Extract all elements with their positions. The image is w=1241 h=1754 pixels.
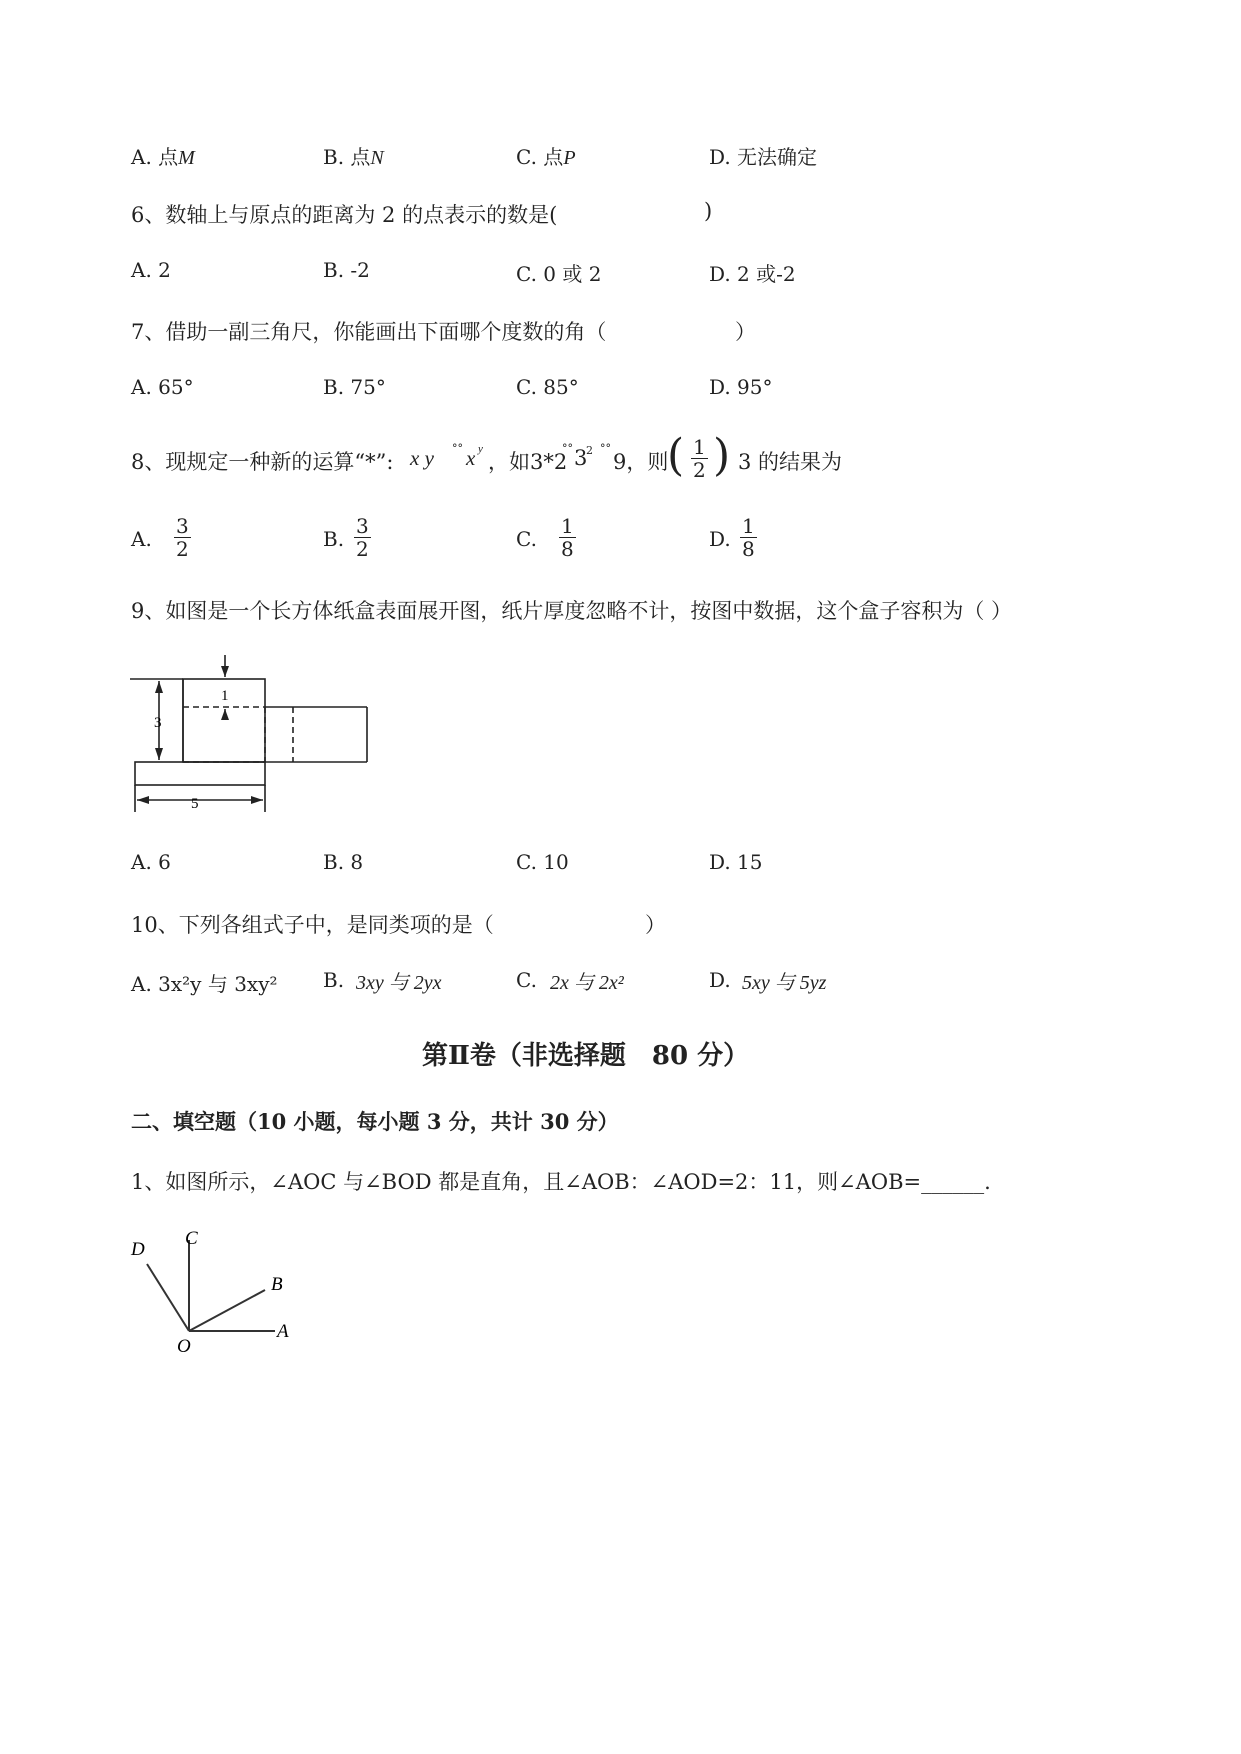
q7-close-paren: ） xyxy=(735,320,756,344)
fill1-stem: 1、如图所示，∠AOC 与∠BOD 都是直角，且∠AOB：∠AOD=2：11，则∠AOB=______. xyxy=(131,1170,991,1194)
fill1-label-O: O xyxy=(177,1336,191,1357)
q10-option-a: A. 3x²y 与 3xy² xyxy=(131,972,278,996)
q10-option-d-expr: 5xy 与 5yz xyxy=(742,972,827,994)
q8-op-symbol: °° xyxy=(452,442,463,455)
q8-option-a-label: A. xyxy=(131,527,152,551)
q10-option-d-label: D. xyxy=(709,968,731,992)
q5-option-c: C. 点P xyxy=(516,145,576,169)
fill1-angle-figure xyxy=(125,1220,305,1360)
q6-option-a: A. 2 xyxy=(131,258,171,282)
q10-option-b-label: B. xyxy=(323,968,345,992)
q7-option-a: A. 65° xyxy=(131,375,194,399)
q9-fig-label-3: 3 xyxy=(154,715,162,731)
q8-option-d-frac: $\frac{1}{8}$ xyxy=(742,514,755,561)
q8-def-y-exp: y xyxy=(478,443,483,455)
q8-def-xy: x y xyxy=(410,446,434,470)
q9-box-net-figure xyxy=(125,650,385,820)
q7-stem: 7、借助一副三角尺，你能画出下面哪个度数的角（ xyxy=(131,320,607,344)
fill1-label-B: B xyxy=(271,1274,283,1295)
q9-option-c: C. 10 xyxy=(516,850,569,874)
q8-exp-2: 2 xyxy=(586,444,593,457)
q9-fig-label-5: 5 xyxy=(191,796,199,812)
q9-fig-label-1: 1 xyxy=(221,688,229,704)
q9-option-a: A. 6 xyxy=(131,850,171,874)
q10-option-b-expr: 3xy 与 2yx xyxy=(356,972,442,994)
fill1-label-D: D xyxy=(131,1239,145,1260)
q5-option-d: D. 无法确定 xyxy=(709,145,818,169)
q6-option-b: B. -2 xyxy=(323,258,370,282)
q6-option-c: C. 0 或 2 xyxy=(516,262,602,286)
q8-option-c-frac: $\frac{1}{8}$ xyxy=(561,514,574,561)
q9-option-d: D. 15 xyxy=(709,850,763,874)
q8-tail: 3 的结果为 xyxy=(738,450,843,474)
q5-option-a: A. 点M xyxy=(131,145,195,169)
q8-right-paren: ) xyxy=(713,430,731,481)
q8-op-symbol-2: °° xyxy=(562,442,573,455)
q6-stem: 6、数轴上与原点的距离为 2 的点表示的数是( xyxy=(131,203,558,227)
q10-stem: 10、下列各组式子中，是同类项的是（ xyxy=(131,913,494,937)
q8-example-3: 3 xyxy=(574,446,588,470)
q7-option-b: B. 75° xyxy=(323,375,386,399)
part2-title: 第Ⅱ卷（非选择题 80 分） xyxy=(422,1041,750,1071)
q8-option-d-label: D. xyxy=(709,527,731,551)
q8-def-x: x xyxy=(466,446,476,470)
q10-option-c-label: C. xyxy=(516,968,537,992)
q6-option-d: D. 2 或-2 xyxy=(709,262,796,286)
q8-fraction: $\frac{1}{2}$ xyxy=(693,435,706,482)
q8-left-paren: ( xyxy=(667,430,685,481)
q8-stem: 8、现规定一种新的运算“*”: xyxy=(131,450,394,474)
q10-close-paren: ） xyxy=(645,913,666,937)
q9-option-b: B. 8 xyxy=(323,850,364,874)
fill1-label-C: C xyxy=(185,1228,198,1249)
q8-option-b-frac: $\frac{3}{2}$ xyxy=(356,514,369,561)
q10-option-c-expr: 2x 与 2x² xyxy=(550,972,624,994)
q8-op-symbol-3: °° xyxy=(600,442,611,455)
q8-option-a-frac: $\frac{3}{2}$ xyxy=(176,514,189,561)
q6-close-paren: ) xyxy=(704,199,713,223)
section2-header: 二、填空题（10 小题，每小题 3 分，共计 30 分） xyxy=(131,1109,619,1134)
q8-option-b-label: B. xyxy=(323,527,345,551)
q8-example: ，如3*2 xyxy=(488,450,568,474)
q8-example-result: 9，则 xyxy=(613,450,669,474)
q5-option-b: B. 点N xyxy=(323,145,384,169)
fill1-label-A: A xyxy=(277,1321,289,1342)
q9-stem: 9、如图是一个长方体纸盒表面展开图，纸片厚度忽略不计，按图中数据，这个盒子容积为（ ） xyxy=(131,599,1013,623)
q7-option-c: C. 85° xyxy=(516,375,579,399)
q8-option-c-label: C. xyxy=(516,527,537,551)
q7-option-d: D. 95° xyxy=(709,375,773,399)
